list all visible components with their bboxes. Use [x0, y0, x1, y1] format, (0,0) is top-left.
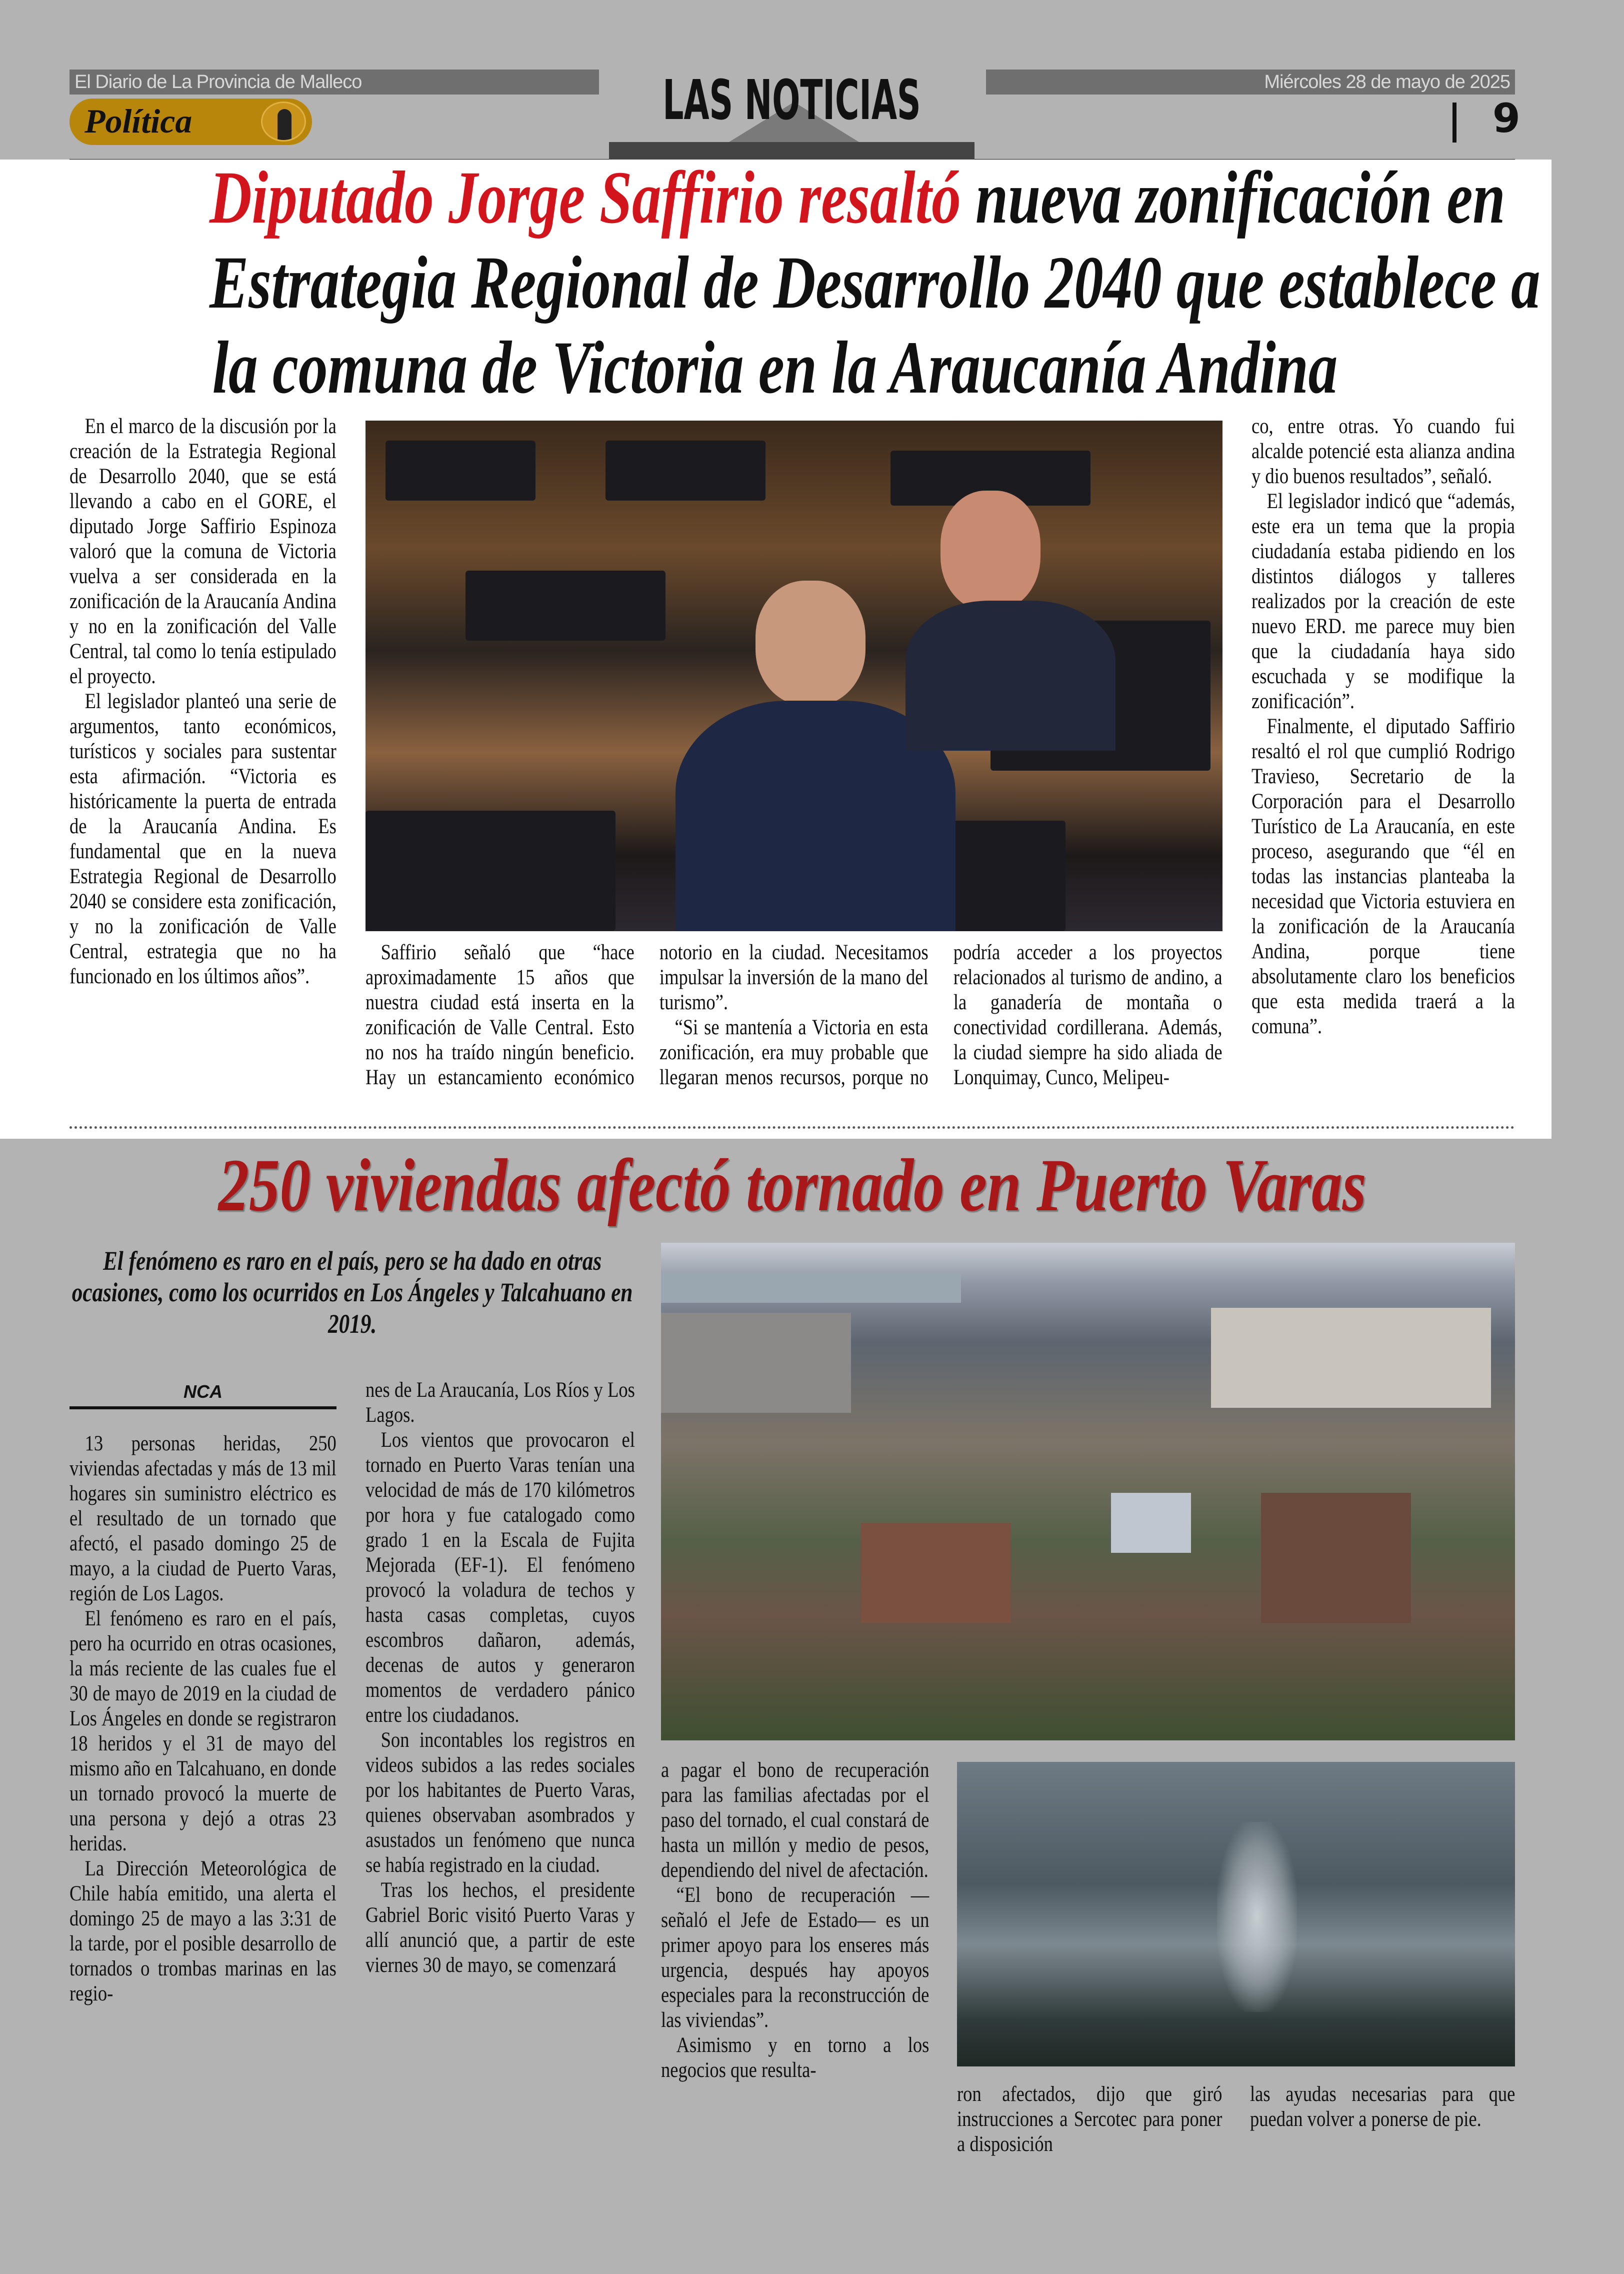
paragraph: Finalmente, el diputado Saffirio resaltó el rol que cumplió Rodrigo Travieso, Secretario de la Corporación para el Desarrollo Turístico de La Araucanía, en este proceso, asegurando que “él en todas las instancias planteaba la necesidad que Victoria estuviera en la zonificación de la Araucanía Andina, porque tiene absolutamente claro los beneficios que esta medida traerá a la comuna”.	[1252, 715, 1515, 1038]
headline-line-1	[210, 155, 1506, 240]
paragraph: ron afectados, dijo que giró instrucciones a Sercotec para poner a disposición	[957, 2082, 1222, 2156]
headline-line-2: Estrategia Regional de Desarrollo 2040 que establece a	[210, 241, 1540, 324]
damaged-house	[1261, 1493, 1411, 1623]
byline-rule	[70, 1406, 336, 1409]
building	[1211, 1308, 1491, 1408]
photo-tornado-damage-aerial	[661, 1243, 1515, 1740]
headline-highlight: Diputado Jorge Saffirio resaltó	[210, 156, 961, 239]
paragraph: Son incontables los registros en videos subidos a las redes sociales por los habitantes de Puerto Varas, quienes observaban asombrados y asustados un fenómeno que nunca se había registrado en la ciudad.	[366, 1728, 635, 1877]
page-number: 9	[1492, 95, 1520, 142]
paragraph: En el marco de la discusión por la creación de la Estrategia Regional de Desarrollo 2040, que se está llevando a cabo en el GORE, el diputado Jorge Saffirio Espinoza valoró que la comuna de Victoria vuelva a ser considerada en la zonificación de la Araucanía Andina y no en la zonificación del Valle Central, tal como lo tenía estipulado el proyecto.	[70, 415, 336, 688]
article2-column-5	[1250, 2082, 1515, 2132]
paragraph: Asimismo y en torno a los negocios que resulta-	[661, 2033, 930, 2082]
section-label: Política	[84, 102, 192, 140]
article2-headline: 250 viviendas afectó tornado en Puerto Varas	[218, 1144, 1366, 1227]
person-suit	[906, 601, 1116, 751]
section-badge	[70, 99, 312, 145]
article2-column-2	[366, 1378, 635, 1978]
paragraph: El legislador planteó una serie de argumentos, tanto económicos, turísticos y sociales para sustentar esta afirmación. “Victoria es históricamente la puerta de entrada de la Araucanía Andina. Es fundamental que en la nueva Estrategia Regional de Desarrollo 2040 se considere esta zonificación, y no la zonificación de Valle Central, estrategia que no ha funcionado en los últimos años”.	[70, 690, 336, 988]
person-icon	[261, 102, 306, 142]
lake	[661, 1273, 961, 1303]
section-divider	[70, 1126, 1515, 1129]
paragraph: Saffirio señaló que “hace aproximadamente 15 años que nuestra ciudad está inserta en la zonificación de Valle Central. Esto no nos ha traído ningún beneficio. Hay un estancamiento económico notorio en la ciudad. Necesitamos impulsar la inversión de la mano del turismo”.	[366, 941, 928, 1089]
article1-columns-below-photo	[366, 940, 1222, 1090]
paragraph: La Dirección Meteorológica de Chile había emitido, una alerta el domingo 25 de mayo a las 3:31 de la tarde, por el posible desarrollo de tornados o trombas marinas en las regio-	[70, 1857, 336, 2005]
byline: NCA	[184, 1381, 222, 1402]
paragraph: a pagar el bono de recuperación para las familias afectadas por el paso del tornado, el cual constará de hasta un millón y medio de pesos, dependiendo del nivel de afectación.	[661, 1758, 930, 1882]
headline-text: nueva zonificación en	[960, 156, 1506, 239]
article2-column-3	[661, 1758, 929, 2083]
paragraph: Tras los hechos, el presidente Gabriel Boric visitó Puerto Varas y allí anunció que, a partir de este viernes 30 de mayo, se comenzará	[366, 1878, 635, 1977]
newspaper-logo	[609, 63, 974, 160]
paragraph: “El bono de recuperación —señaló el Jefe de Estado— es un primer apoyo para los enseres más urgencia, después hay apoyos especiales para la reconstrucción de las viviendas”.	[661, 1883, 930, 2032]
paragraph: El legislador indicó que “además, este era un tema que la propia ciudadanía estaba pidiendo en los distintos diálogos y talleres realizados por la creación de este nuevo ERD. me parece muy bien que la ciudadanía haya sido escuchada y se modifique la zonificación”.	[1252, 490, 1515, 713]
article2-column-1	[70, 1431, 336, 2006]
paragraph: “Si se mantenía a Victoria en esta zonificación, era muy probable que llegaran menos recursos, porque no podría acceder a los proyectos relacionados al turismo de andino, a la ganadería de montaña o conectividad cordillerana. Además, la ciudad siempre ha sido aliada de Lonquimay, Cunco, Melipeu-	[659, 941, 1222, 1089]
article1-column-left	[70, 414, 336, 989]
headline-line-3: la comuna de Victoria en la Araucanía Andina	[212, 326, 1338, 409]
article1-column-right	[1252, 414, 1515, 1039]
building	[661, 1313, 851, 1413]
tornado-funnel	[1217, 1822, 1297, 2012]
paragraph: co, entre otras. Yo cuando fui alcalde potencié esta alianza andina y dio buenos resultados”, señaló.	[1252, 415, 1515, 488]
paragraph: 13 personas heridas, 250 viviendas afectadas y más de 13 mil hogares sin suministro eléctrico es el resultado de un tornado que afectó, el pasado domingo 25 de mayo, a la ciudad de Puerto Varas, región de Los Lagos.	[70, 1432, 336, 1605]
person-face	[940, 491, 1040, 611]
newspaper-tagline: El Diario de La Provincia de Malleco	[70, 70, 599, 95]
person-face	[756, 581, 866, 706]
paragraph: nes de La Araucanía, Los Ríos y Los Lagos.	[366, 1378, 635, 1427]
photo-deputies-chamber	[366, 421, 1222, 931]
issue-date: Miércoles 28 de mayo de 2025	[986, 70, 1515, 95]
paragraph: El fenómeno es raro en el país, pero ha ocurrido en otras ocasiones, la más reciente de las cuales fue el 30 de mayo de 2019 en la ciudad de Los Ángeles en donde se registraron 18 heridos y el 31 de mayo del mismo año en Talcahuano, en donde un tornado provocó la muerte de una persona y dejó a otras 23 heridas.	[70, 1607, 336, 1855]
paragraph: Los vientos que provocaron el tornado en Puerto Varas tenían una velocidad de más de 170 kilómetros por hora y fue catalogado como grado 1 en la Escala de Fujita Mejorada (EF-1). El fenómeno provocó la voladura de techos y hasta casas completas, cuyos escombros dañaron, además, decenas de autos y generaron momentos de verdadero pánico entre los ciudadanos.	[366, 1428, 635, 1727]
photo-tornado-funnel	[957, 1762, 1515, 2066]
article2-subheadline: El fenómeno es raro en el país, pero se ha dado en otras ocasiones, como los ocurridos en Los Ángeles y Talcahuano en 2019.	[72, 1246, 633, 1339]
damaged-house	[861, 1523, 1011, 1623]
house	[1111, 1493, 1191, 1553]
page-divider	[1452, 103, 1456, 143]
paragraph: las ayudas necesarias para que puedan volver a ponerse de pie.	[1250, 2082, 1516, 2131]
article2-column-4	[957, 2082, 1222, 2157]
logo-text: LAS NOTICIAS	[662, 68, 921, 132]
